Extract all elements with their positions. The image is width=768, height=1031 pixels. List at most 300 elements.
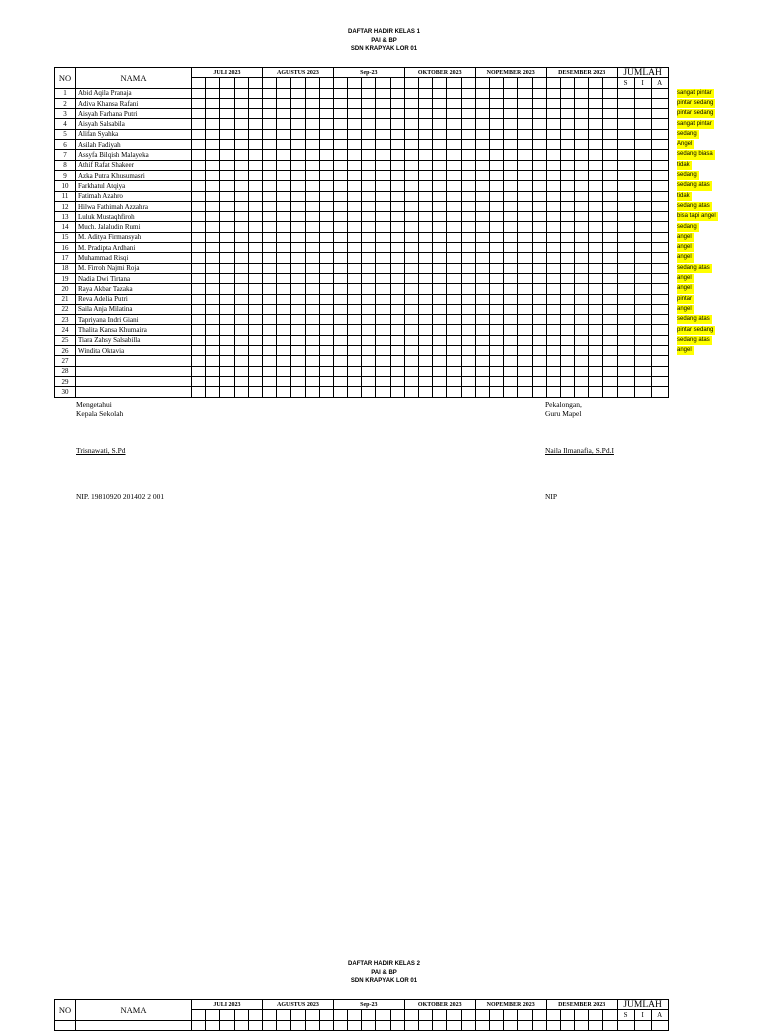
attendance-cell[interactable] [291, 98, 305, 108]
attendance-cell[interactable] [634, 119, 651, 129]
attendance-cell[interactable] [603, 201, 617, 211]
attendance-cell[interactable] [333, 109, 347, 119]
attendance-cell[interactable] [248, 315, 262, 325]
attendance-cell[interactable] [589, 150, 603, 160]
attendance-cell[interactable] [234, 294, 248, 304]
attendance-cell[interactable] [461, 129, 475, 139]
attendance-cell[interactable] [220, 181, 234, 191]
attendance-cell[interactable] [376, 129, 390, 139]
attendance-cell[interactable] [651, 356, 668, 366]
attendance-cell[interactable] [234, 253, 248, 263]
attendance-cell[interactable] [447, 356, 461, 366]
attendance-cell[interactable] [248, 294, 262, 304]
attendance-cell[interactable] [319, 294, 333, 304]
attendance-cell[interactable] [404, 376, 418, 386]
attendance-cell[interactable] [489, 88, 503, 98]
attendance-cell[interactable] [475, 253, 489, 263]
attendance-cell[interactable] [376, 356, 390, 366]
attendance-cell[interactable] [404, 201, 418, 211]
attendance-cell[interactable] [277, 273, 291, 283]
attendance-cell[interactable] [433, 376, 447, 386]
attendance-cell[interactable] [461, 263, 475, 273]
attendance-cell[interactable] [404, 129, 418, 139]
attendance-cell[interactable] [348, 150, 362, 160]
attendance-cell[interactable] [532, 170, 546, 180]
attendance-cell[interactable] [248, 109, 262, 119]
attendance-cell[interactable] [651, 284, 668, 294]
attendance-cell[interactable] [319, 181, 333, 191]
attendance-cell[interactable] [546, 160, 560, 170]
attendance-cell[interactable] [475, 366, 489, 376]
attendance-cell[interactable] [634, 294, 651, 304]
attendance-cell[interactable] [475, 222, 489, 232]
attendance-cell[interactable] [617, 253, 634, 263]
attendance-cell[interactable] [560, 294, 574, 304]
attendance-cell[interactable] [333, 284, 347, 294]
attendance-cell[interactable] [560, 98, 574, 108]
attendance-cell[interactable] [362, 294, 376, 304]
attendance-cell[interactable] [192, 232, 206, 242]
attendance-cell[interactable] [248, 98, 262, 108]
attendance-cell[interactable] [489, 181, 503, 191]
attendance-cell[interactable] [419, 181, 433, 191]
attendance-cell[interactable] [617, 222, 634, 232]
attendance-cell[interactable] [206, 191, 220, 201]
attendance-cell[interactable] [419, 1020, 433, 1030]
attendance-cell[interactable] [489, 140, 503, 150]
attendance-cell[interactable] [277, 294, 291, 304]
attendance-cell[interactable] [651, 109, 668, 119]
attendance-cell[interactable] [461, 366, 475, 376]
attendance-cell[interactable] [206, 273, 220, 283]
attendance-cell[interactable] [234, 387, 248, 397]
attendance-cell[interactable] [220, 376, 234, 386]
attendance-cell[interactable] [291, 232, 305, 242]
attendance-cell[interactable] [220, 243, 234, 253]
attendance-cell[interactable] [504, 335, 518, 345]
attendance-cell[interactable] [390, 243, 404, 253]
attendance-cell[interactable] [305, 98, 319, 108]
attendance-cell[interactable] [248, 232, 262, 242]
attendance-cell[interactable] [433, 346, 447, 356]
attendance-cell[interactable] [234, 346, 248, 356]
attendance-cell[interactable] [248, 201, 262, 211]
attendance-cell[interactable] [376, 366, 390, 376]
attendance-cell[interactable] [390, 191, 404, 201]
attendance-cell[interactable] [248, 253, 262, 263]
attendance-cell[interactable] [560, 150, 574, 160]
attendance-cell[interactable] [291, 222, 305, 232]
attendance-cell[interactable] [262, 98, 276, 108]
attendance-cell[interactable] [603, 315, 617, 325]
attendance-cell[interactable] [192, 273, 206, 283]
attendance-cell[interactable] [560, 191, 574, 201]
attendance-cell[interactable] [560, 273, 574, 283]
attendance-cell[interactable] [376, 109, 390, 119]
attendance-cell[interactable] [319, 346, 333, 356]
attendance-cell[interactable] [518, 253, 532, 263]
attendance-cell[interactable] [504, 376, 518, 386]
attendance-cell[interactable] [234, 376, 248, 386]
attendance-cell[interactable] [206, 325, 220, 335]
attendance-cell[interactable] [560, 304, 574, 314]
attendance-cell[interactable] [589, 387, 603, 397]
attendance-cell[interactable] [433, 181, 447, 191]
attendance-cell[interactable] [589, 232, 603, 242]
attendance-cell[interactable] [589, 1020, 603, 1030]
attendance-cell[interactable] [603, 346, 617, 356]
attendance-cell[interactable] [504, 160, 518, 170]
attendance-cell[interactable] [390, 253, 404, 263]
attendance-cell[interactable] [504, 98, 518, 108]
attendance-cell[interactable] [518, 150, 532, 160]
attendance-cell[interactable] [362, 170, 376, 180]
attendance-cell[interactable] [220, 253, 234, 263]
attendance-cell[interactable] [546, 181, 560, 191]
attendance-cell[interactable] [433, 191, 447, 201]
attendance-cell[interactable] [546, 88, 560, 98]
attendance-cell[interactable] [518, 191, 532, 201]
attendance-cell[interactable] [220, 1020, 234, 1030]
attendance-cell[interactable] [461, 356, 475, 366]
attendance-cell[interactable] [206, 366, 220, 376]
attendance-cell[interactable] [634, 315, 651, 325]
attendance-cell[interactable] [461, 88, 475, 98]
attendance-cell[interactable] [206, 263, 220, 273]
attendance-cell[interactable] [634, 201, 651, 211]
attendance-cell[interactable] [362, 346, 376, 356]
attendance-cell[interactable] [291, 170, 305, 180]
attendance-cell[interactable] [404, 222, 418, 232]
attendance-cell[interactable] [589, 243, 603, 253]
attendance-cell[interactable] [518, 325, 532, 335]
attendance-cell[interactable] [348, 212, 362, 222]
attendance-cell[interactable] [560, 119, 574, 129]
attendance-cell[interactable] [589, 88, 603, 98]
attendance-cell[interactable] [206, 109, 220, 119]
attendance-cell[interactable] [461, 119, 475, 129]
attendance-cell[interactable] [475, 284, 489, 294]
attendance-cell[interactable] [589, 376, 603, 386]
attendance-cell[interactable] [475, 315, 489, 325]
attendance-cell[interactable] [348, 222, 362, 232]
attendance-cell[interactable] [192, 294, 206, 304]
attendance-cell[interactable] [390, 294, 404, 304]
attendance-cell[interactable] [206, 356, 220, 366]
attendance-cell[interactable] [518, 273, 532, 283]
attendance-cell[interactable] [504, 387, 518, 397]
attendance-cell[interactable] [305, 346, 319, 356]
attendance-cell[interactable] [305, 325, 319, 335]
attendance-cell[interactable] [489, 304, 503, 314]
attendance-cell[interactable] [532, 356, 546, 366]
attendance-cell[interactable] [348, 170, 362, 180]
attendance-cell[interactable] [651, 222, 668, 232]
attendance-cell[interactable] [546, 253, 560, 263]
attendance-cell[interactable] [504, 212, 518, 222]
attendance-cell[interactable] [546, 346, 560, 356]
attendance-cell[interactable] [518, 170, 532, 180]
attendance-cell[interactable] [634, 140, 651, 150]
attendance-cell[interactable] [475, 243, 489, 253]
attendance-cell[interactable] [262, 294, 276, 304]
attendance-cell[interactable] [305, 119, 319, 129]
attendance-cell[interactable] [518, 129, 532, 139]
attendance-cell[interactable] [333, 1020, 347, 1030]
attendance-cell[interactable] [560, 325, 574, 335]
attendance-cell[interactable] [419, 325, 433, 335]
attendance-cell[interactable] [532, 88, 546, 98]
attendance-cell[interactable] [333, 273, 347, 283]
attendance-cell[interactable] [234, 109, 248, 119]
attendance-cell[interactable] [634, 263, 651, 273]
attendance-cell[interactable] [248, 273, 262, 283]
attendance-cell[interactable] [546, 294, 560, 304]
attendance-cell[interactable] [262, 140, 276, 150]
attendance-cell[interactable] [291, 109, 305, 119]
attendance-cell[interactable] [447, 263, 461, 273]
attendance-cell[interactable] [419, 304, 433, 314]
attendance-cell[interactable] [192, 387, 206, 397]
attendance-cell[interactable] [291, 304, 305, 314]
attendance-cell[interactable] [248, 335, 262, 345]
attendance-cell[interactable] [305, 315, 319, 325]
attendance-cell[interactable] [617, 1020, 634, 1030]
attendance-cell[interactable] [433, 1020, 447, 1030]
attendance-cell[interactable] [291, 273, 305, 283]
attendance-cell[interactable] [651, 160, 668, 170]
attendance-cell[interactable] [461, 335, 475, 345]
attendance-cell[interactable] [560, 129, 574, 139]
attendance-cell[interactable] [262, 129, 276, 139]
attendance-cell[interactable] [617, 376, 634, 386]
attendance-cell[interactable] [651, 88, 668, 98]
attendance-cell[interactable] [277, 366, 291, 376]
attendance-cell[interactable] [419, 387, 433, 397]
attendance-cell[interactable] [504, 201, 518, 211]
attendance-cell[interactable] [248, 160, 262, 170]
attendance-cell[interactable] [489, 201, 503, 211]
attendance-cell[interactable] [475, 201, 489, 211]
attendance-cell[interactable] [532, 284, 546, 294]
attendance-cell[interactable] [376, 181, 390, 191]
attendance-cell[interactable] [319, 304, 333, 314]
attendance-cell[interactable] [489, 284, 503, 294]
attendance-cell[interactable] [404, 150, 418, 160]
attendance-cell[interactable] [404, 88, 418, 98]
attendance-cell[interactable] [575, 346, 589, 356]
attendance-cell[interactable] [220, 232, 234, 242]
attendance-cell[interactable] [390, 325, 404, 335]
attendance-cell[interactable] [433, 366, 447, 376]
attendance-cell[interactable] [277, 253, 291, 263]
attendance-cell[interactable] [192, 201, 206, 211]
attendance-cell[interactable] [390, 160, 404, 170]
attendance-cell[interactable] [560, 263, 574, 273]
attendance-cell[interactable] [192, 88, 206, 98]
attendance-cell[interactable] [305, 129, 319, 139]
attendance-cell[interactable] [575, 232, 589, 242]
attendance-cell[interactable] [634, 160, 651, 170]
attendance-cell[interactable] [617, 232, 634, 242]
attendance-cell[interactable] [192, 212, 206, 222]
attendance-cell[interactable] [504, 129, 518, 139]
attendance-cell[interactable] [532, 243, 546, 253]
attendance-cell[interactable] [376, 232, 390, 242]
attendance-cell[interactable] [262, 201, 276, 211]
attendance-cell[interactable] [518, 315, 532, 325]
attendance-cell[interactable] [617, 366, 634, 376]
attendance-cell[interactable] [447, 129, 461, 139]
attendance-cell[interactable] [575, 366, 589, 376]
attendance-cell[interactable] [376, 263, 390, 273]
attendance-cell[interactable] [433, 325, 447, 335]
attendance-cell[interactable] [447, 325, 461, 335]
attendance-cell[interactable] [419, 294, 433, 304]
attendance-cell[interactable] [634, 356, 651, 366]
attendance-cell[interactable] [404, 191, 418, 201]
attendance-cell[interactable] [390, 212, 404, 222]
attendance-cell[interactable] [291, 387, 305, 397]
attendance-cell[interactable] [348, 98, 362, 108]
attendance-cell[interactable] [262, 335, 276, 345]
attendance-cell[interactable] [546, 98, 560, 108]
attendance-cell[interactable] [651, 315, 668, 325]
attendance-cell[interactable] [433, 201, 447, 211]
attendance-cell[interactable] [489, 129, 503, 139]
attendance-cell[interactable] [575, 376, 589, 386]
attendance-cell[interactable] [220, 88, 234, 98]
attendance-cell[interactable] [333, 140, 347, 150]
attendance-cell[interactable] [489, 170, 503, 180]
attendance-cell[interactable] [560, 253, 574, 263]
attendance-cell[interactable] [362, 129, 376, 139]
attendance-cell[interactable] [333, 212, 347, 222]
attendance-cell[interactable] [504, 88, 518, 98]
attendance-cell[interactable] [305, 170, 319, 180]
attendance-cell[interactable] [192, 150, 206, 160]
attendance-cell[interactable] [617, 150, 634, 160]
attendance-cell[interactable] [589, 222, 603, 232]
attendance-cell[interactable] [589, 304, 603, 314]
attendance-cell[interactable] [333, 222, 347, 232]
attendance-cell[interactable] [634, 366, 651, 376]
attendance-cell[interactable] [348, 335, 362, 345]
attendance-cell[interactable] [589, 335, 603, 345]
attendance-cell[interactable] [575, 356, 589, 366]
attendance-cell[interactable] [447, 387, 461, 397]
attendance-cell[interactable] [206, 232, 220, 242]
attendance-cell[interactable] [419, 366, 433, 376]
attendance-cell[interactable] [651, 140, 668, 150]
attendance-cell[interactable] [560, 315, 574, 325]
attendance-cell[interactable] [319, 284, 333, 294]
attendance-cell[interactable] [447, 1020, 461, 1030]
attendance-cell[interactable] [262, 212, 276, 222]
attendance-cell[interactable] [362, 201, 376, 211]
attendance-cell[interactable] [206, 88, 220, 98]
attendance-cell[interactable] [192, 284, 206, 294]
attendance-cell[interactable] [419, 191, 433, 201]
attendance-cell[interactable] [589, 212, 603, 222]
attendance-cell[interactable] [634, 304, 651, 314]
attendance-cell[interactable] [220, 170, 234, 180]
attendance-cell[interactable] [277, 263, 291, 273]
attendance-cell[interactable] [532, 232, 546, 242]
attendance-cell[interactable] [560, 212, 574, 222]
attendance-cell[interactable] [617, 119, 634, 129]
attendance-cell[interactable] [192, 191, 206, 201]
attendance-cell[interactable] [319, 387, 333, 397]
attendance-cell[interactable] [617, 263, 634, 273]
attendance-cell[interactable] [291, 88, 305, 98]
attendance-cell[interactable] [575, 273, 589, 283]
attendance-cell[interactable] [433, 140, 447, 150]
attendance-cell[interactable] [532, 366, 546, 376]
attendance-cell[interactable] [333, 181, 347, 191]
attendance-cell[interactable] [603, 98, 617, 108]
attendance-cell[interactable] [333, 170, 347, 180]
attendance-cell[interactable] [192, 140, 206, 150]
attendance-cell[interactable] [192, 346, 206, 356]
attendance-cell[interactable] [319, 222, 333, 232]
attendance-cell[interactable] [532, 222, 546, 232]
attendance-cell[interactable] [634, 191, 651, 201]
attendance-cell[interactable] [348, 376, 362, 386]
attendance-cell[interactable] [546, 129, 560, 139]
attendance-cell[interactable] [518, 376, 532, 386]
attendance-cell[interactable] [390, 150, 404, 160]
attendance-cell[interactable] [220, 191, 234, 201]
attendance-cell[interactable] [651, 232, 668, 242]
attendance-cell[interactable] [546, 222, 560, 232]
attendance-cell[interactable] [433, 222, 447, 232]
attendance-cell[interactable] [489, 160, 503, 170]
attendance-cell[interactable] [504, 273, 518, 283]
attendance-cell[interactable] [333, 253, 347, 263]
attendance-cell[interactable] [362, 191, 376, 201]
attendance-cell[interactable] [532, 98, 546, 108]
attendance-cell[interactable] [489, 356, 503, 366]
attendance-cell[interactable] [589, 191, 603, 201]
attendance-cell[interactable] [376, 315, 390, 325]
attendance-cell[interactable] [489, 263, 503, 273]
attendance-cell[interactable] [489, 387, 503, 397]
attendance-cell[interactable] [617, 356, 634, 366]
attendance-cell[interactable] [348, 284, 362, 294]
attendance-cell[interactable] [291, 201, 305, 211]
attendance-cell[interactable] [319, 129, 333, 139]
attendance-cell[interactable] [532, 140, 546, 150]
attendance-cell[interactable] [419, 335, 433, 345]
attendance-cell[interactable] [248, 150, 262, 160]
attendance-cell[interactable] [447, 150, 461, 160]
attendance-cell[interactable] [348, 294, 362, 304]
attendance-cell[interactable] [651, 366, 668, 376]
attendance-cell[interactable] [589, 273, 603, 283]
attendance-cell[interactable] [362, 1020, 376, 1030]
attendance-cell[interactable] [277, 315, 291, 325]
attendance-cell[interactable] [532, 160, 546, 170]
attendance-cell[interactable] [447, 346, 461, 356]
attendance-cell[interactable] [634, 98, 651, 108]
attendance-cell[interactable] [546, 315, 560, 325]
attendance-cell[interactable] [504, 140, 518, 150]
attendance-cell[interactable] [262, 284, 276, 294]
attendance-cell[interactable] [291, 376, 305, 386]
attendance-cell[interactable] [333, 191, 347, 201]
attendance-cell[interactable] [305, 284, 319, 294]
